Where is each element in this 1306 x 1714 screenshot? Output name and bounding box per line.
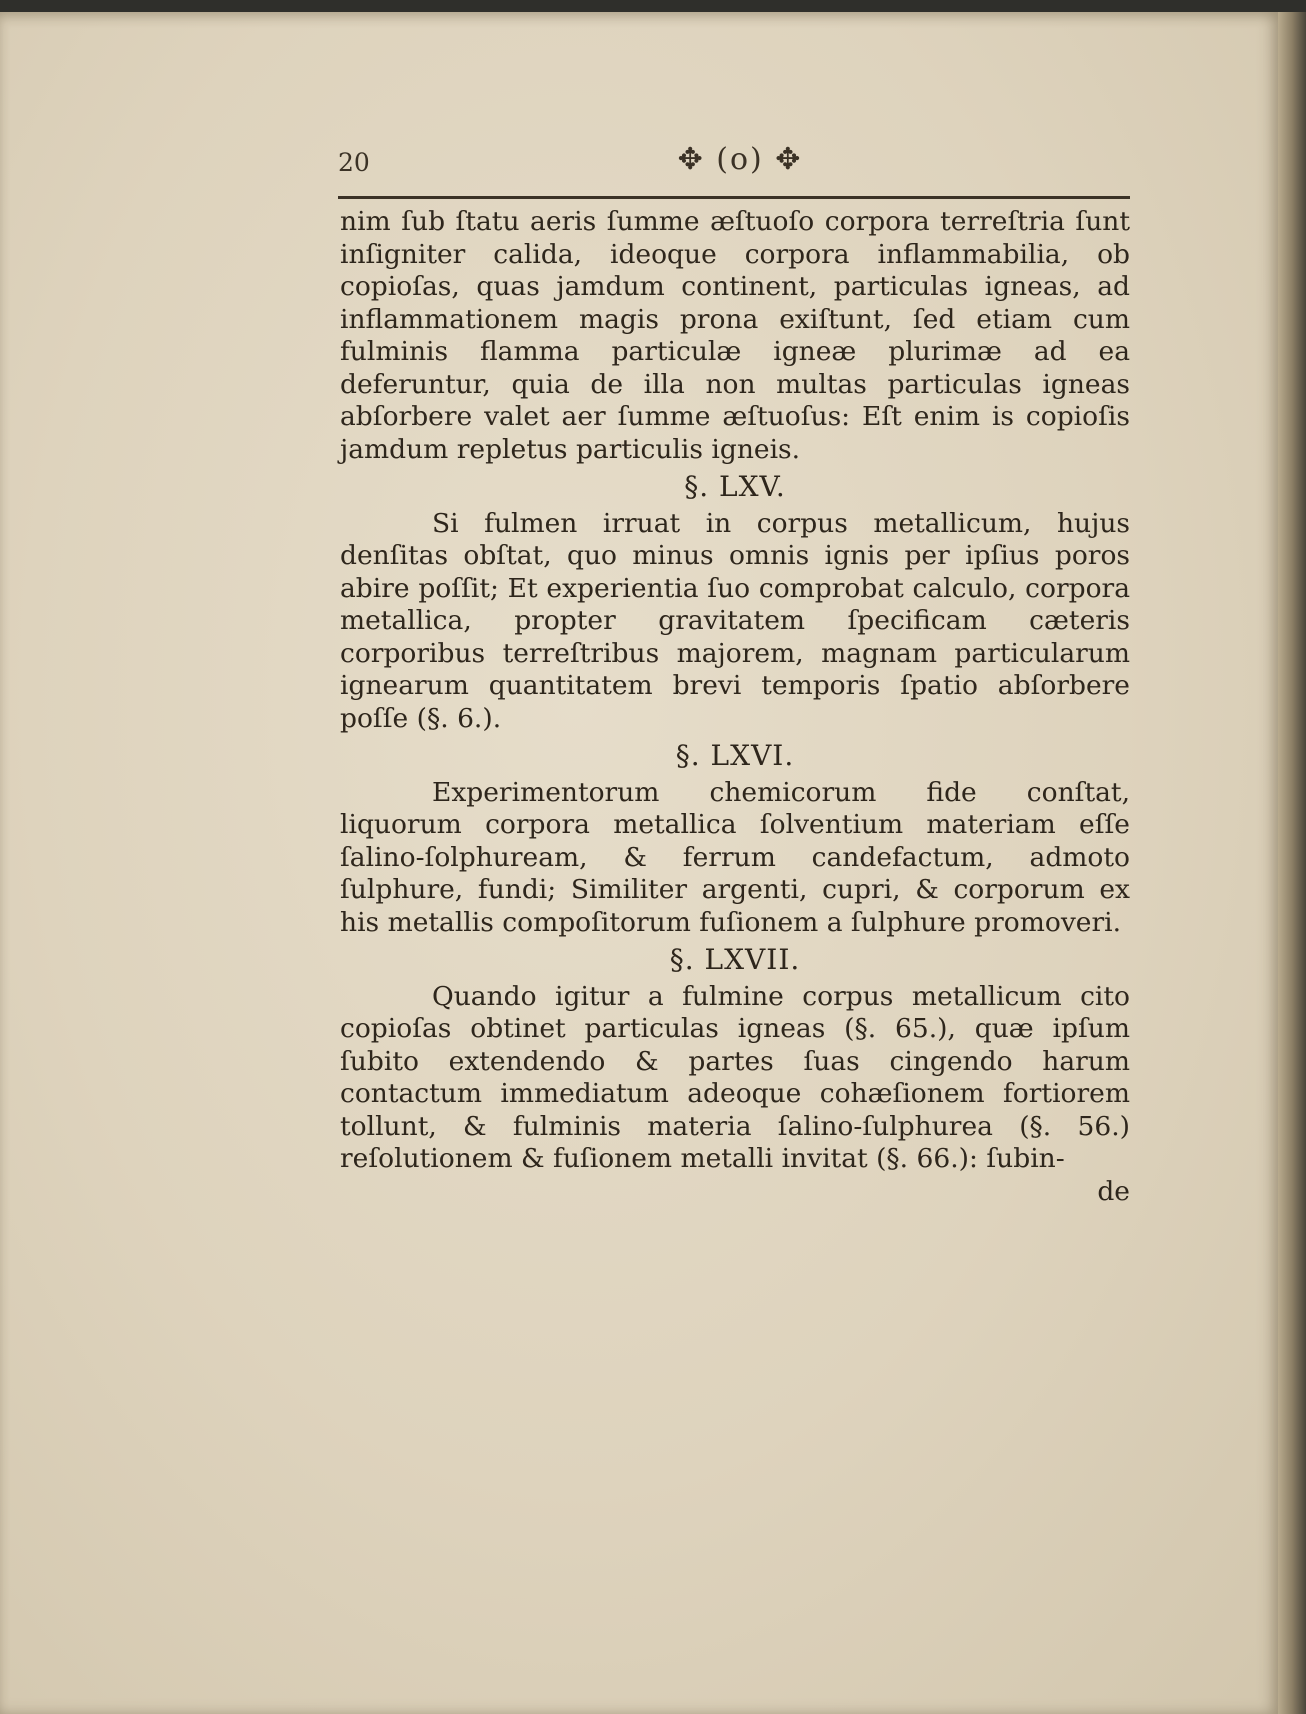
catchword: de [1097,1175,1130,1207]
fleuron-left-icon: ✥ [677,142,705,177]
body-text [340,206,1130,1208]
section-heading-lxvi: §. LXVI. [675,739,795,772]
section-heading-lxvii: §. LXVII. [669,943,801,976]
section-text-lxvi: Experimentorum chemicorum fide conſtat, liquorum corpora metallica ſolventium materiam eſſe ſalino-ſolphuream, & ferrum candefactum, admoto ſulphure, fundi; Similiter argenti, cupri, & corporum ex his metallis compoſitorum fuſionem a ſulphure promoveri. [340,776,1130,938]
page-gutter-edge [1278,12,1306,1714]
section-text-lxvii: Quando igitur a fulmine corpus metallicum cito copioſas obtinet particulas igneas (§. 65.), quæ ipſum ſubito extendendo & partes ſuas cingendo harum contactum immediatum adeoque cohæſionem fortiorem tollunt, & fulminis materia ſalino-ſulphurea (§. 56.) reſolutionem & fuſionem metalli invitat (§. 66.): ſubin- [340,980,1130,1174]
page-number: 20 [338,148,370,177]
paragraph-continuation: nim ſub ſtatu aeris ſumme æſtuoſo corpora terreſtria ſunt inſigniter calida, ideoque corpora inflammabilia, ob copioſas, quas jamdum continent, particulas igneas, ad inflammationem magis prona exiſtunt, ſed etiam cum fulminis flamma particulæ igneæ plurimæ ad ea deferuntur, quia de illa non multas particulas igneas abſorbere valet aer ſumme æſtuoſus: Eſt enim is copioſis jamdum repletus particulis igneis. [340,206,1130,465]
header-ornament [640,142,840,177]
section-heading-lxv: §. LXV. [684,470,786,503]
fleuron-right-icon: ✥ [775,142,803,177]
header-rule [338,196,1130,199]
section-text-lxv: Si fulmen irruat in corpus metallicum, hujus denſitas obſtat, quo minus omnis ignis per ipſius poros abire poſſit; Et experientia ſuo comprobat calculo, corpora metallica, propter gravitatem ſpecificam cæteris corporibus terreſtribus majorem, magnam particularum ignearum quantitatem brevi temporis ſpatio abſorbere poſſe (§. 6.). [340,507,1130,734]
ornament-center: (o) [716,142,764,177]
